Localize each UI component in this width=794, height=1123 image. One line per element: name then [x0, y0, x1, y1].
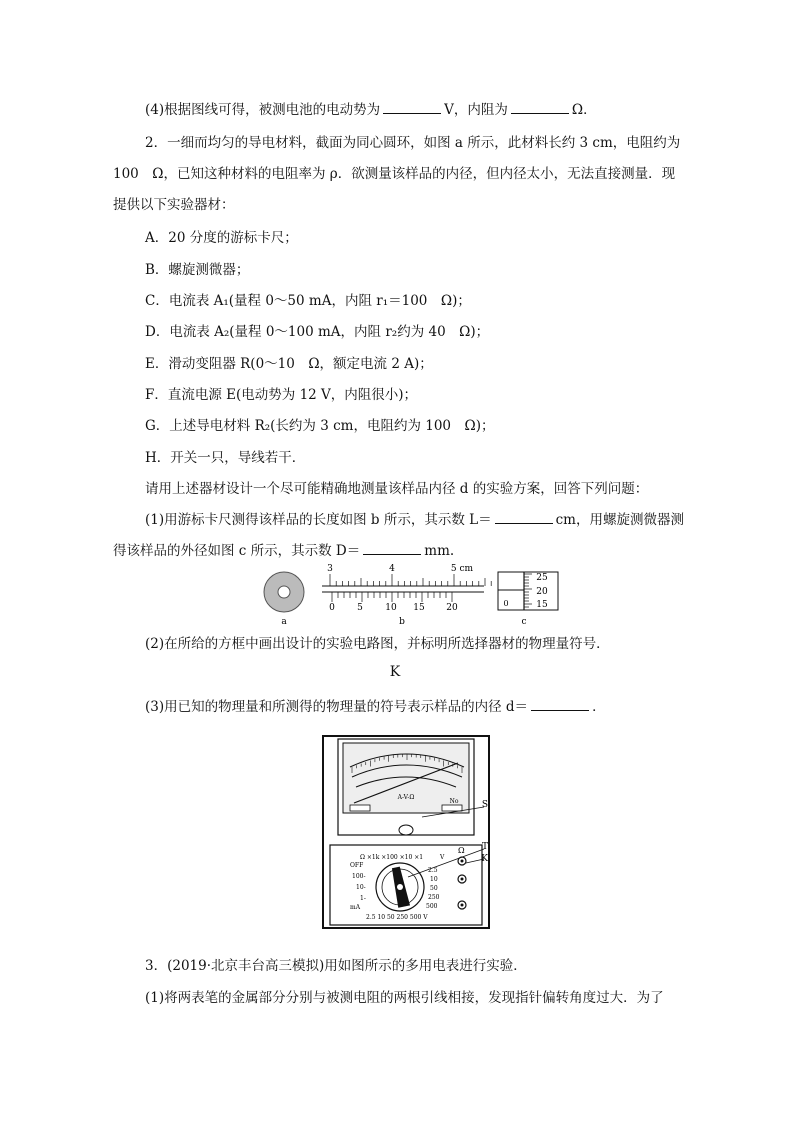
label-k: K	[481, 854, 488, 864]
v-mark: 250	[428, 894, 440, 901]
vernier-caliper	[322, 564, 491, 613]
ring-cross-section	[264, 572, 304, 612]
q2-ask: 请用上述器材设计一个尽可能精确地测量该样品内径 d 的实验方案，回答下列问题：	[145, 481, 649, 497]
item-f: F．直流电源 E(电动势为 12 V，内阻很小)；	[145, 387, 418, 403]
q2-part1-line1: (1)用游标卡尺测得该样品的长度如图 b 所示，其示数 L＝ cm，用螺旋测微器测	[145, 512, 684, 528]
item-g: G．上述导电材料 R₂(长约为 3 cm，电阻约为 100 Ω)；	[145, 418, 495, 434]
q2-intro-2: 100 Ω，已知这种材料的电阻率为 ρ．欲测量该样品的内径，但内径太小，无法直接测量．现	[113, 166, 676, 182]
v-mark: 50	[430, 885, 438, 892]
vernier-label: 0	[329, 603, 335, 613]
circuit-box-label: K	[389, 664, 401, 680]
q3-line-1: 3．(2019·北京丰台高三模拟)用如图所示的多用电表进行实验．	[145, 958, 527, 974]
item-h: H．开关一只，导线若干．	[145, 450, 306, 466]
vernier-label: 10	[385, 603, 397, 613]
diameter-blank	[363, 542, 421, 555]
label-t: T	[481, 842, 488, 852]
thimble-label: 25	[536, 573, 548, 583]
q3-line-2: (1)将两表笔的金属部分分别与被测电阻的两根引线相接，发现指针偏转角度过大．为了	[145, 990, 664, 1006]
resistance-blank	[511, 101, 569, 114]
figures-abc	[262, 562, 562, 628]
avo-label: A-V-Ω	[397, 794, 415, 801]
zero-adjust-screw[interactable]	[399, 825, 413, 835]
item-b: B．螺旋测微器；	[145, 262, 250, 278]
v-mark: 10	[430, 876, 438, 883]
ma-mark: 1-	[360, 895, 366, 902]
sleeve-label: 0	[503, 599, 509, 608]
item-e: E．滑动变阻器 R(0～10 Ω，额定电流 2 A)；	[145, 356, 433, 372]
q1-line-4: (4)根据图线可得，被测电池的电动势为 V，内阻为 Ω．	[145, 102, 597, 118]
q2-part2: (2)在所给的方框中画出设计的实验电路图，并标明所选择器材的物理量符号．	[145, 636, 610, 652]
v-mark: 2.5	[428, 867, 438, 874]
bottom-range-label: 2.5 10 50 250 500 V	[366, 914, 428, 921]
label-s: S	[481, 800, 488, 810]
q2-part1-line2: 得该样品的外径如图 c 所示，其示数 D＝ mm.	[113, 543, 455, 559]
q2-intro-3: 提供以下实验器材：	[113, 197, 235, 213]
length-blank	[495, 511, 553, 524]
vernier-label: 5	[357, 603, 363, 613]
fig-a-label: a	[281, 617, 287, 627]
ma-mark: 10-	[356, 884, 366, 891]
main-scale-label: 5 cm	[450, 564, 474, 574]
item-d: D．电流表 A₂(量程 0～100 mA，内阻 r₂约为 40 Ω)；	[145, 324, 490, 340]
v-mark: 500	[426, 903, 438, 910]
q2-part3: (3)用已知的物理量和所测得的物理量的符号表示样品的内径 d＝ ．	[145, 699, 606, 715]
range-top-label: Ω ×1k ×100 ×10 ×1	[360, 854, 424, 861]
ma-mark: 100-	[352, 873, 366, 880]
fig-b-label: b	[399, 617, 405, 627]
main-scale-label: 3	[327, 564, 333, 574]
ma-label: mA	[350, 904, 361, 911]
vernier-label: 15	[413, 603, 425, 613]
micrometer	[498, 572, 558, 610]
off-label: OFF	[350, 862, 364, 869]
thimble-label: 20	[536, 587, 548, 597]
inner-diameter-blank	[531, 698, 589, 711]
vernier-label: 20	[446, 603, 458, 613]
volt-label: V	[440, 854, 445, 861]
item-a: A．20 分度的游标卡尺；	[145, 230, 298, 246]
thimble-label: 15	[536, 600, 548, 610]
fig-c-label: c	[521, 617, 527, 627]
q2-intro-1: 2．一细而均匀的导电材料，截面为同心圆环，如图 a 所示，此材料长约 3 cm，电阻约为	[145, 135, 681, 151]
ohm-label: Ω	[458, 846, 465, 855]
multimeter-figure	[322, 735, 490, 929]
emf-blank	[383, 101, 441, 114]
number-label: No	[449, 798, 459, 805]
item-c: C．电流表 A₁(量程 0～50 mA，内阻 r₁＝100 Ω)；	[145, 293, 471, 309]
main-scale-label: 4	[389, 564, 395, 574]
